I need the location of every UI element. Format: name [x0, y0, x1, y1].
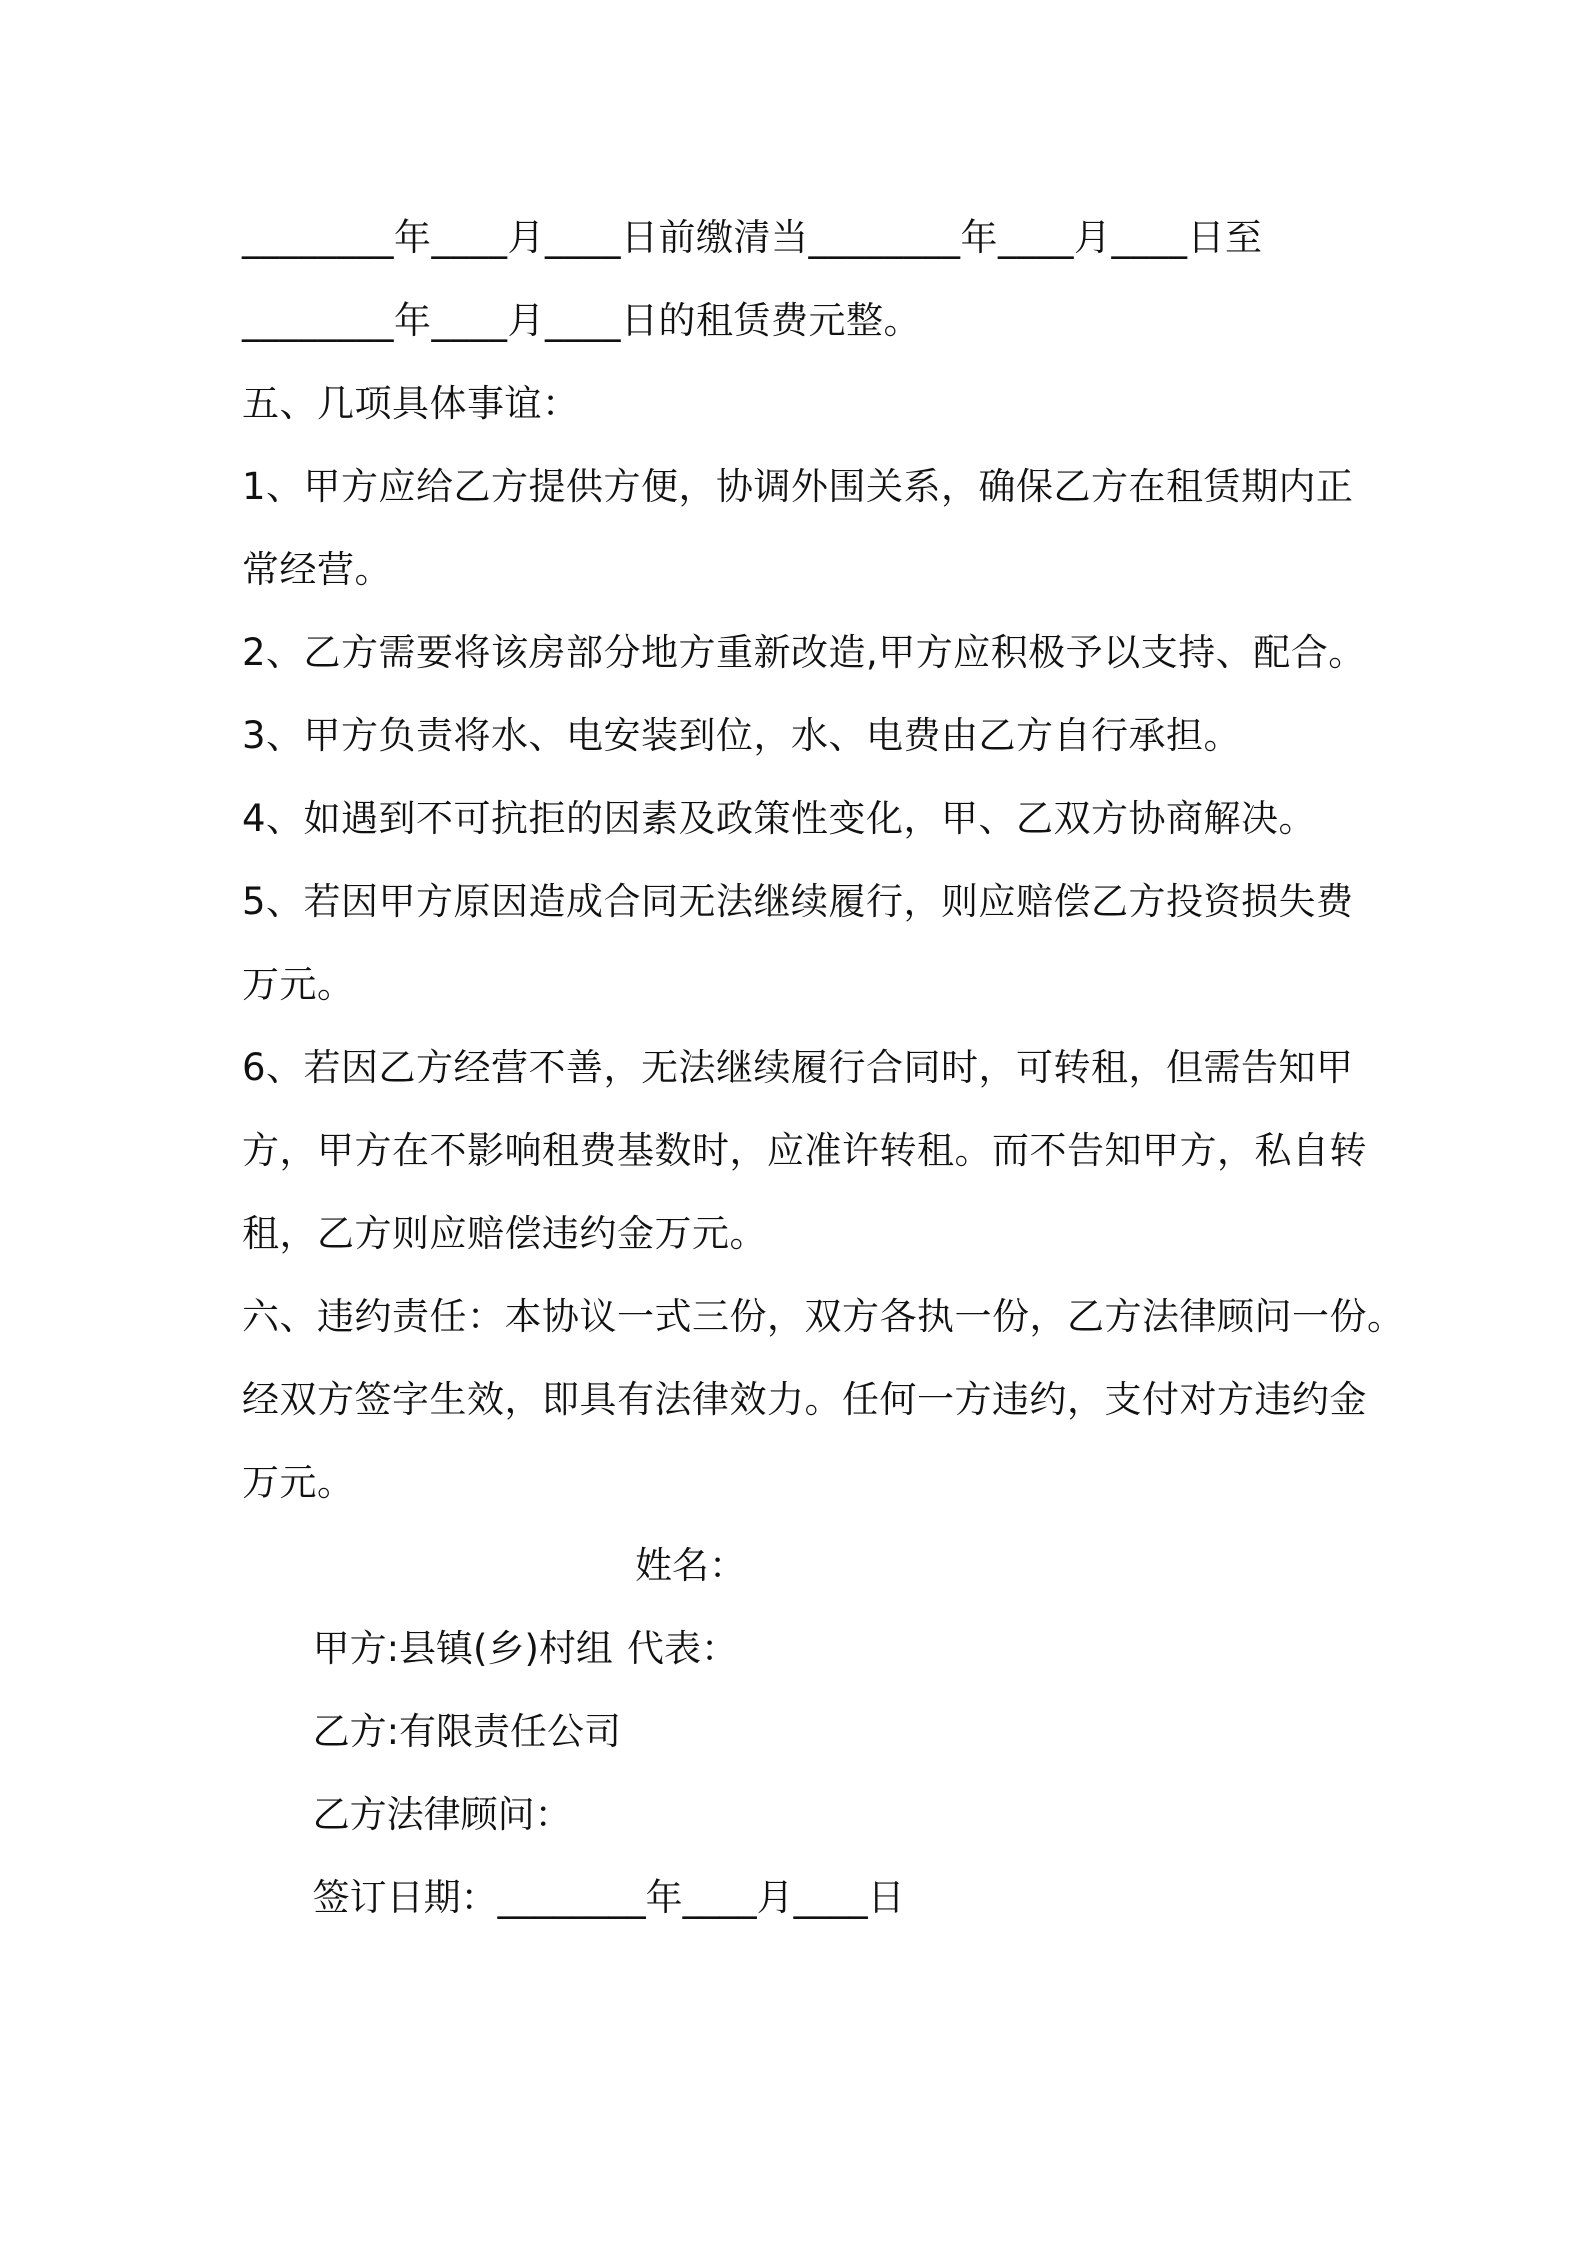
clause-5-line-1: 5、若因甲方原因造成合同无法继续履行，则应赔偿乙方投资损失费	[242, 880, 1354, 923]
section-six-line-3: 万元。	[242, 1461, 355, 1504]
clause-4: 4、如遇到不可抗拒的因素及政策性变化，甲、乙双方协商解决。	[242, 797, 1317, 840]
legal-advisor-row	[242, 1690, 1362, 1836]
section-six-line-1: 六、违约责任：本协议一式三份，双方各执一份，乙方法律顾问一份。	[242, 1295, 1405, 1338]
sign-date-row	[242, 1773, 1362, 1919]
sign-date-label: 签订日期：________年____月____日	[312, 1876, 905, 1919]
clause-2: 2、乙方需要将该房部分地方重新改造,甲方应积极予以支持、配合。	[242, 631, 1366, 674]
clause-6-line-1: 6、若因乙方经营不善，无法继续履行合同时，可转租，但需告知甲	[242, 1046, 1354, 1089]
clause-5-line-2: 万元。	[242, 963, 355, 1006]
legal-advisor-label: 乙方法律顾问：	[312, 1793, 572, 1836]
clause-1-line-2: 常经营。	[242, 548, 392, 591]
party-b-representative-label: 代表：	[627, 1627, 738, 1670]
section-six-line-2: 经双方签字生效，即具有法律效力。任何一方违约，支付对方违约金	[242, 1378, 1367, 1421]
document-body	[242, 196, 1405, 1919]
payment-date-line: ________年____月____日前缴清当________年____月____日至	[242, 216, 1263, 259]
clause-1-line-1: 1、甲方应给乙方提供方便，协调外围关系，确保乙方在租赁期内正	[242, 465, 1354, 508]
clause-6-line-2: 方，甲方在不影响租费基数时，应准许转租。而不告知甲方，私自转	[242, 1129, 1367, 1172]
section-five-heading: 五、几项具体事谊：	[242, 382, 580, 425]
payment-date-line-end: ________年____月____日的租赁费元整。	[242, 299, 921, 342]
party-b-label: 乙方:有限责任公司	[312, 1710, 622, 1753]
party-a-label: 甲方:县镇(乡)村组	[312, 1627, 613, 1670]
party-a-name-label: 姓名：	[635, 1544, 746, 1587]
clause-3: 3、甲方负责将水、电安装到位，水、电费由乙方自行承担。	[242, 714, 1242, 757]
clause-6-line-3: 租，乙方则应赔偿违约金万元。	[242, 1212, 767, 1255]
party-b-row	[242, 1607, 1362, 1753]
